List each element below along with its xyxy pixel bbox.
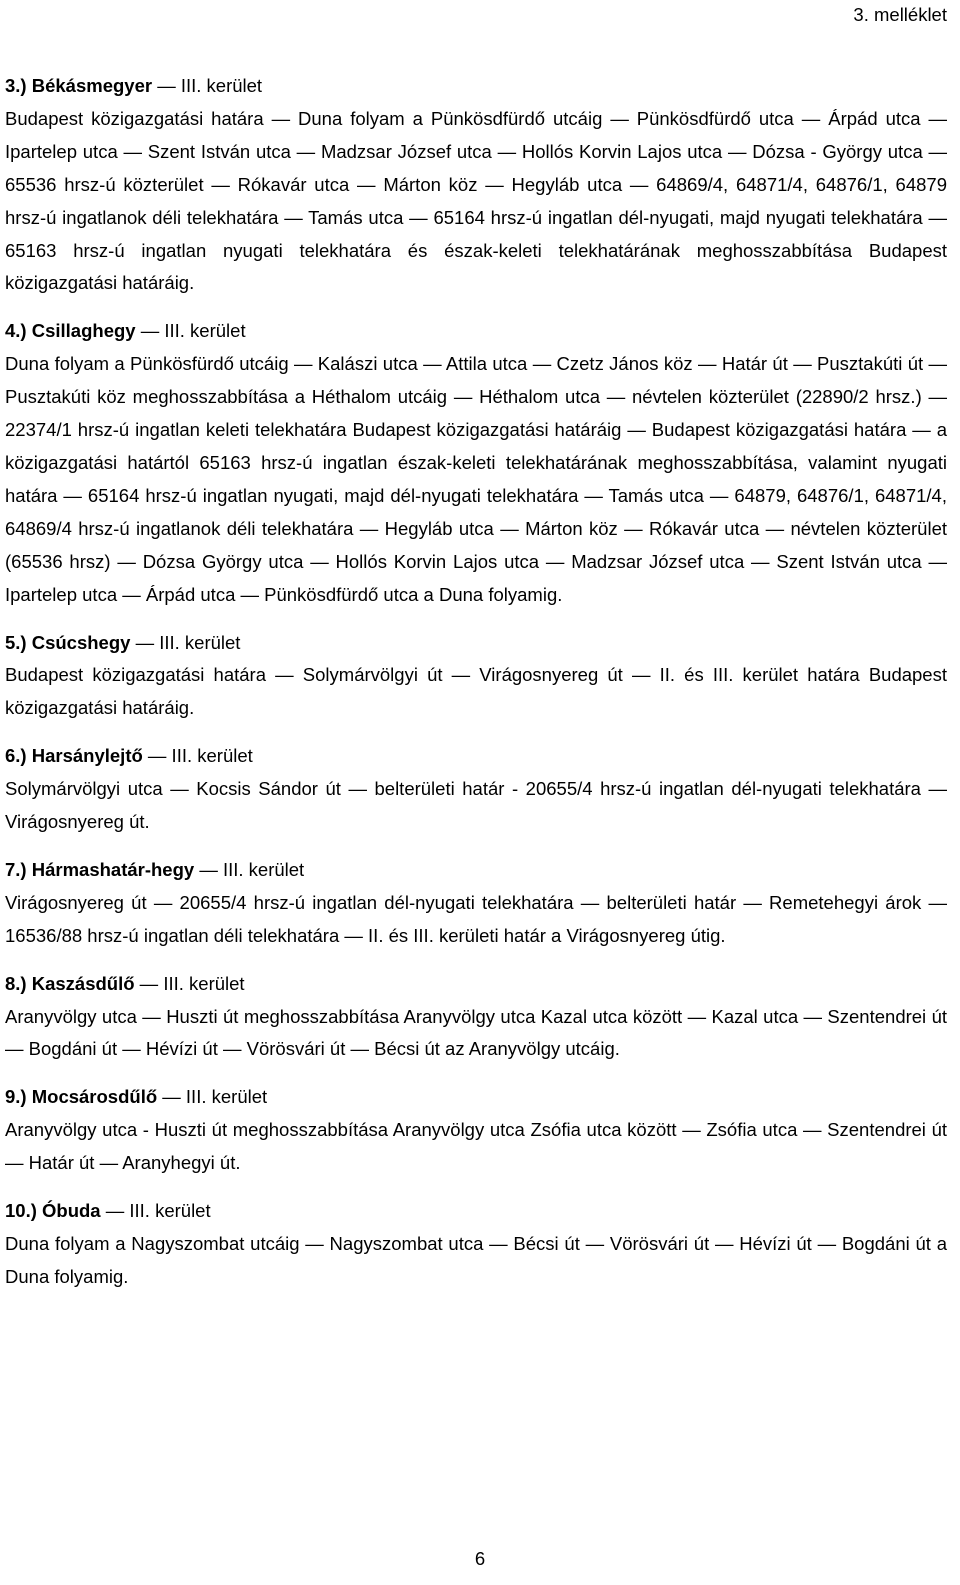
section-boundary-text: Duna folyam a Pünkösfürdő utcáig — Kalászi utca — Attila utca — Czetz János köz — Határ út — Pusztakúti út — Pusztakúti köz meghosszabbítása a Héthalom utcáig — Héthalom utca — névtelen közterület (22890/2 hrsz.) — 22374/1 hrsz-ú ingatlan keleti telekhatára Budapest közigazgatási határáig — Budapest közigazgatási határa — a közigazgatási határtól 65163 hrsz-ú ingatlan észak-keleti telekhatárának meghosszabbítása, valamint nyugati határa — 65164 hrsz-ú ingatlan nyugati, majd dél-nyugati telekhatára — Tamás utca — 64879, 64876/1, 64871/4, 64869/4 hrsz-ú ingatlanok déli telekhatára — Hegyláb utca — Márton köz — Rókavár utca — névtelen közterület (65536 hrsz) — Dózsa György utca — Hollós Korvin Lajos utca — Madzsar József utca — Szent István utca — Ipartelep utca — Árpád utca — Pünkösdfürdő utca a Duna folyamig. [5, 353, 947, 605]
section-heading [5, 627, 947, 660]
section-district: — III. kerület [134, 972, 245, 994]
section-obuda [5, 1195, 947, 1294]
section-title: 3.) Békásmegyer [5, 75, 153, 96]
section-heading [5, 968, 947, 1001]
section-district: — III. kerület [130, 631, 241, 653]
section-boundary-text: Virágosnyereg út — 20655/4 hrsz-ú ingatlan dél-nyugati telekhatára — belterületi határ — Remetehegyi árok — 16536/88 hrsz-ú ingatlan déli telekhatára — II. és III. kerületi határ a Virágosnyereg útig. [5, 891, 947, 946]
section-district: — III. kerület [152, 75, 263, 96]
section-harsanylejto [5, 740, 947, 839]
section-boundary-text: Aranyvölgy utca - Huszti út meghosszabbítása Aranyvölgy utca Zsófia utca között — Zsófia utca — Szentendrei út — Határ út — Aranyhegyi út. [5, 1119, 947, 1174]
section-boundary-text: Budapest közigazgatási határa — Duna folyam a Pünkösdfürdő utcáig — Pünkösdfürdő utca — Árpád utca — Ipartelep utca — Szent István utca — Madzsar József utca — Hollós Korvin Lajos utca — Dózsa - György utca — 65536 hrsz-ú közterület — Rókavár utca — Márton köz — Hegyláb utca — 64869/4, 64871/4, 64876/1, 64879 hrsz-ú ingatlanok déli telekhatára — Tamás utca — 65164 hrsz-ú ingatlan dél-nyugati, majd nyugati telekhatára — 65163 hrsz-ú ingatlan nyugati telekhatára és észak-keleti telekhatárának meghosszabbítása Budapest közigazgatási határáig. [5, 107, 947, 294]
section-heading [5, 70, 947, 103]
section-boundary-text: Budapest közigazgatási határa — Solymárvölgyi út — Virágosnyereg út — II. és III. kerület határa Budapest közigazgatási határáig. [5, 664, 947, 719]
section-title: 9.) Mocsárosdűlő [5, 1086, 158, 1108]
section-title: 6.) Harsánylejtő [5, 745, 143, 767]
section-heading [5, 740, 947, 773]
section-csillaghegy [5, 315, 947, 611]
document-body [5, 70, 947, 1309]
section-boundary-text: Duna folyam a Nagyszombat utcáig — Nagyszombat utca — Bécsi út — Vörösvári út — Hévízi út — Bogdáni út a Duna folyamig. [5, 1233, 947, 1287]
section-heading [5, 1195, 947, 1228]
section-title: 8.) Kaszásdűlő [5, 972, 135, 994]
section-title: 5.) Csúcshegy [5, 631, 131, 653]
section-district: — III. kerület [194, 858, 305, 880]
section-heading [5, 315, 947, 348]
section-heading [5, 1081, 947, 1114]
section-kaszasdulo [5, 968, 947, 1067]
section-district: — III. kerület [100, 1200, 211, 1222]
section-boundary-text: Aranyvölgy utca — Huszti út meghosszabbítása Aranyvölgy utca Kazal utca között — Kazal utca — Szentendrei út — Bogdáni út — Hévízi út — Vörösvári út — Bécsi út az Aranyvölgy utcáig. [5, 1005, 947, 1060]
section-title: 10.) Óbuda [5, 1200, 101, 1222]
section-heading [5, 854, 947, 887]
section-district: — III. kerület [157, 1086, 268, 1108]
page-number: 6 [474, 1548, 486, 1569]
section-csucshegy [5, 627, 947, 726]
section-bekasmegyer [5, 70, 947, 300]
section-harmashatar-hegy [5, 854, 947, 953]
section-boundary-text: Solymárvölgyi utca — Kocsis Sándor út — belterületi határ - 20655/4 hrsz-ú ingatlan dél-nyugati telekhatára — Virágosnyereg út. [5, 778, 947, 833]
section-district: — III. kerület [142, 745, 253, 767]
section-district: — III. kerület [135, 320, 246, 342]
section-title: 7.) Hármashatár-hegy [5, 858, 195, 880]
section-title: 4.) Csillaghegy [5, 320, 136, 342]
annex-label: 3. melléklet [853, 4, 947, 25]
section-mocsarosdulo [5, 1081, 947, 1180]
